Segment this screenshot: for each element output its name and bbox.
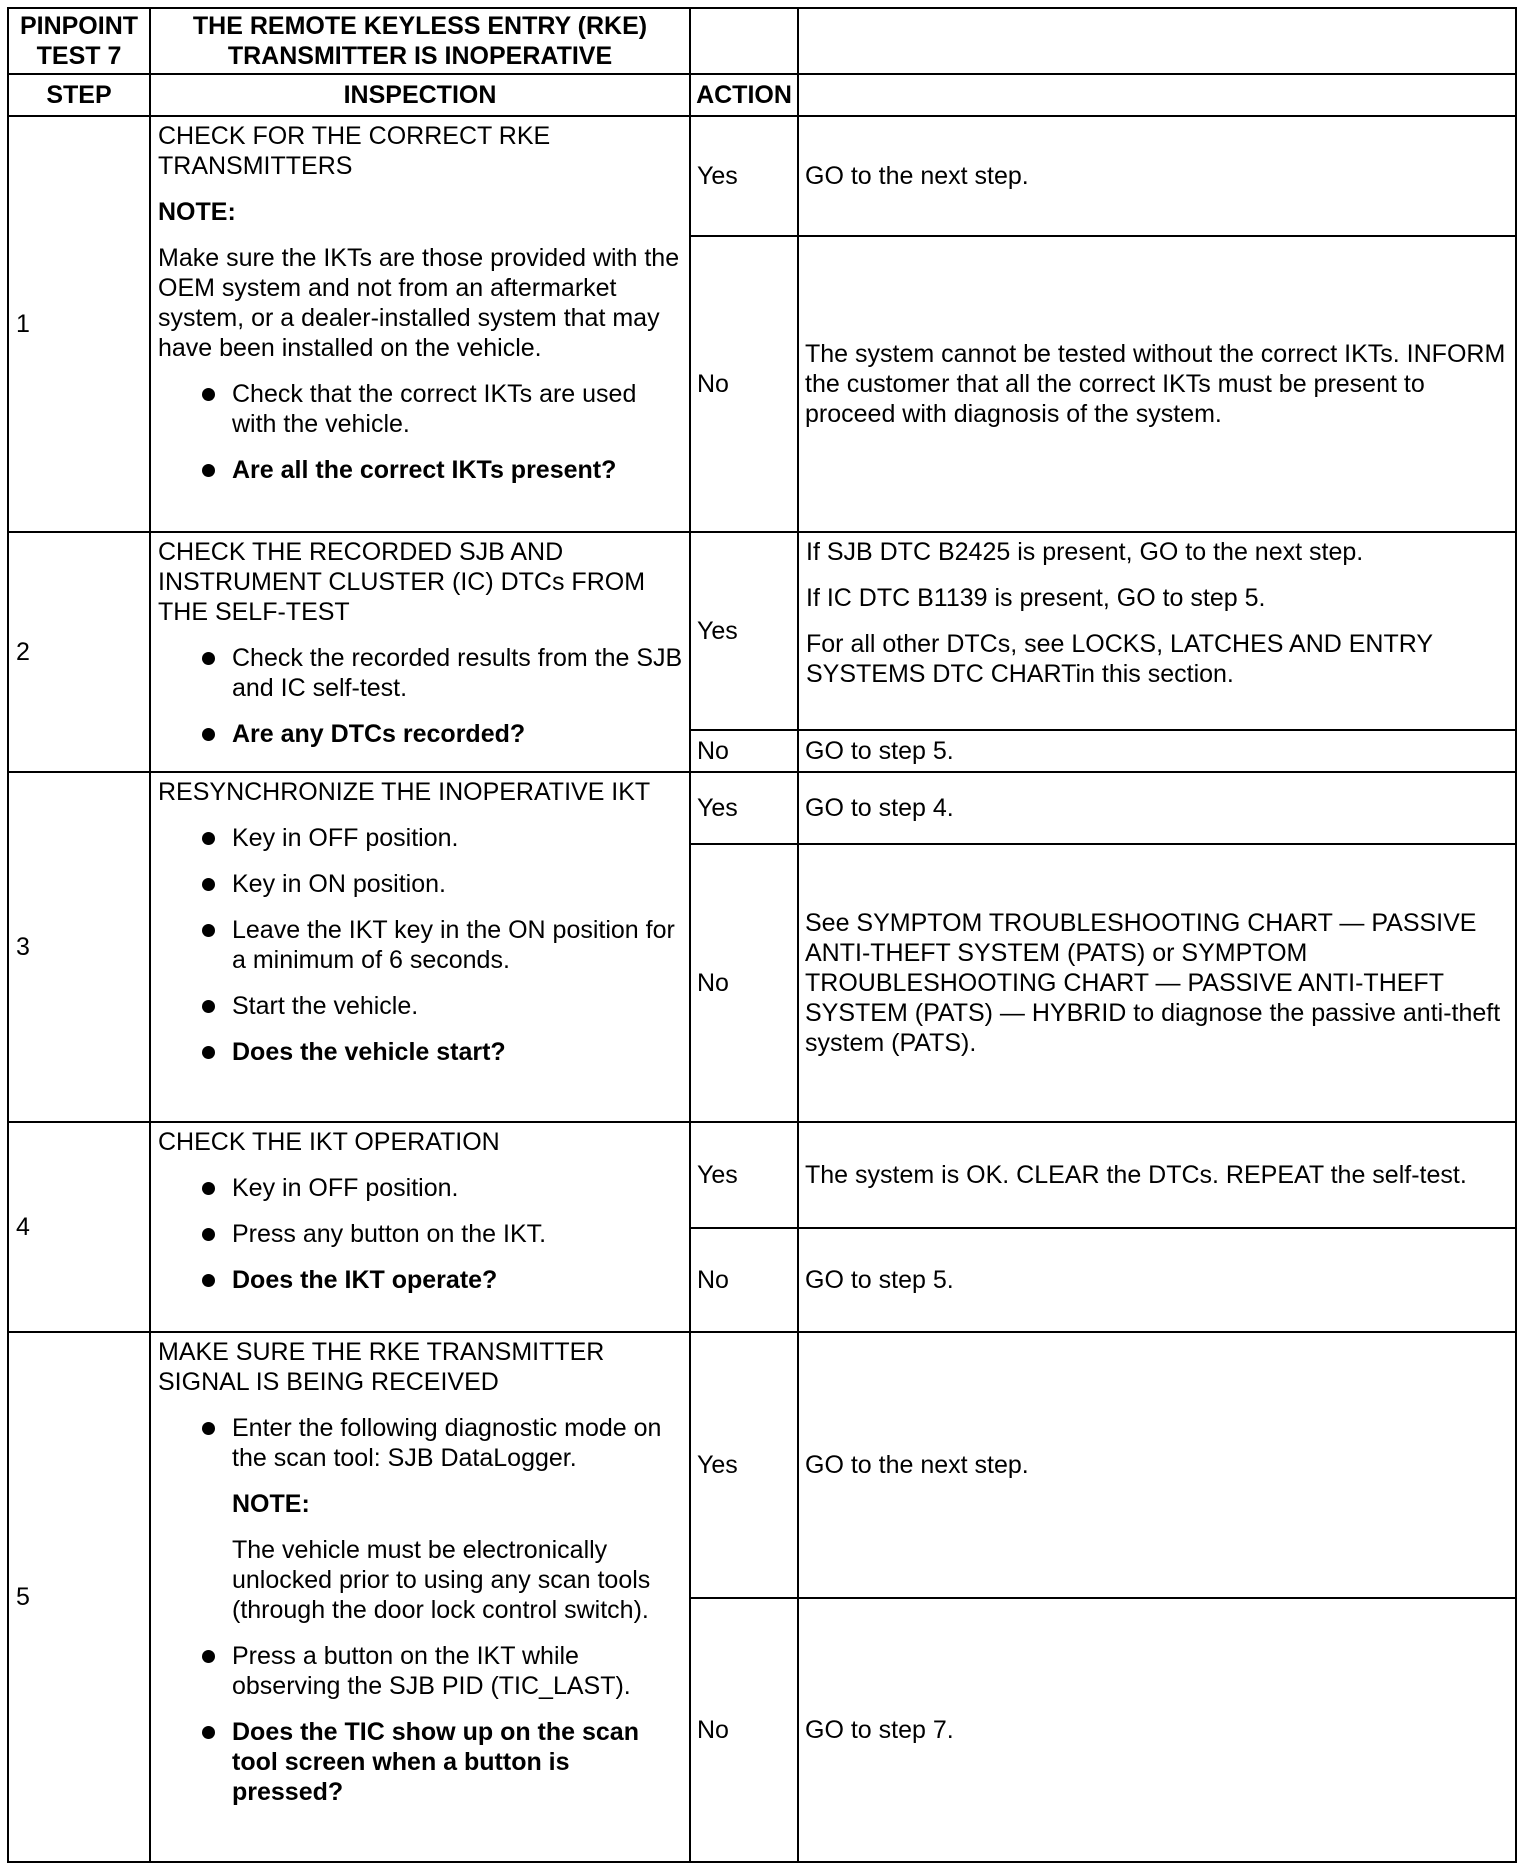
step-question: Does the TIC show up on the scan tool screen when a button is pressed? bbox=[158, 1717, 685, 1807]
yes-action: GO to the next step. bbox=[798, 1332, 1516, 1598]
header-empty-cell bbox=[690, 8, 798, 74]
bullet-item: Key in ON position. bbox=[158, 869, 685, 899]
bullet-icon bbox=[202, 1422, 215, 1435]
step-1-yes-row bbox=[8, 116, 1516, 236]
inspection-column-header: INSPECTION bbox=[150, 74, 690, 116]
no-action: GO to step 5. bbox=[798, 1228, 1516, 1332]
bullet-item: Key in OFF position. bbox=[158, 823, 685, 853]
bullet-icon bbox=[202, 924, 215, 937]
bullet-icon bbox=[202, 1228, 215, 1241]
bullet-icon bbox=[202, 1182, 215, 1195]
bullet-item: Press a button on the IKT while observing the SJB PID (TIC_LAST). bbox=[158, 1641, 685, 1701]
bullet-icon bbox=[202, 1650, 215, 1663]
bullet-item: Enter the following diagnostic mode on the scan tool: SJB DataLogger. bbox=[158, 1413, 685, 1473]
step-4-yes-row bbox=[8, 1122, 1516, 1228]
yes-action: For all other DTCs, see LOCKS, LATCHES AND ENTRY SYSTEMS DTC CHARTin this section. bbox=[806, 630, 1433, 688]
step-2-yes-row bbox=[8, 532, 1516, 730]
bullet-icon bbox=[202, 832, 215, 845]
no-label: No bbox=[690, 1228, 798, 1332]
step-number: 2 bbox=[8, 532, 150, 772]
bullet-item: Leave the IKT key in the ON position for a minimum of 6 seconds. bbox=[158, 915, 685, 975]
header-empty-cell bbox=[798, 74, 1516, 116]
yes-label: Yes bbox=[690, 772, 798, 844]
bullet-icon bbox=[202, 1274, 215, 1287]
title-row bbox=[8, 8, 1516, 74]
yes-label: Yes bbox=[690, 116, 798, 236]
step-3-yes-row bbox=[8, 772, 1516, 844]
bullet-icon bbox=[202, 1726, 215, 1739]
yes-label: Yes bbox=[690, 1122, 798, 1228]
step-5-inspection bbox=[150, 1332, 690, 1862]
yes-action: If IC DTC B1139 is present, GO to step 5. bbox=[806, 584, 1266, 612]
note-label: NOTE: bbox=[158, 198, 236, 226]
pinpoint-test-table bbox=[7, 7, 1517, 1863]
step-number: 1 bbox=[8, 116, 150, 532]
step-5-yes-row bbox=[8, 1332, 1516, 1598]
action-column-header: ACTION bbox=[690, 74, 798, 116]
yes-action: GO to step 4. bbox=[798, 772, 1516, 844]
bullet-icon bbox=[202, 464, 215, 477]
pinpoint-label: PINPOINT TEST 7 bbox=[8, 8, 150, 74]
no-label: No bbox=[690, 236, 798, 532]
column-header-row bbox=[8, 74, 1516, 116]
step-4-inspection bbox=[150, 1122, 690, 1332]
step-number: 4 bbox=[8, 1122, 150, 1332]
step-heading: RESYNCHRONIZE THE INOPERATIVE IKT bbox=[158, 778, 651, 806]
yes-action: GO to the next step. bbox=[798, 116, 1516, 236]
step-question: Does the IKT operate? bbox=[158, 1265, 685, 1295]
no-label: No bbox=[690, 1598, 798, 1862]
bullet-icon bbox=[202, 878, 215, 891]
yes-label: Yes bbox=[690, 1332, 798, 1598]
yes-action-list bbox=[798, 532, 1516, 730]
note-text: Make sure the IKTs are those provided with the OEM system and not from an aftermarket system, or a dealer-installed system that may have been installed on the vehicle. bbox=[158, 244, 680, 362]
step-question: Are all the correct IKTs present? bbox=[158, 455, 685, 485]
bullet-item: Check the recorded results from the SJB and IC self-test. bbox=[158, 643, 685, 703]
bullet-item: Key in OFF position. bbox=[158, 1173, 685, 1203]
bullet-icon bbox=[202, 1000, 215, 1013]
no-action: GO to step 7. bbox=[798, 1598, 1516, 1862]
step-number: 5 bbox=[8, 1332, 150, 1862]
step-1-inspection bbox=[150, 116, 690, 532]
no-label: No bbox=[690, 844, 798, 1122]
bullet-icon bbox=[202, 388, 215, 401]
yes-label: Yes bbox=[690, 532, 798, 730]
bullet-icon bbox=[202, 652, 215, 665]
bullet-item: Press any button on the IKT. bbox=[158, 1219, 685, 1249]
step-heading: CHECK THE RECORDED SJB AND INSTRUMENT CLUSTER (IC) DTCs FROM THE SELF-TEST bbox=[158, 538, 646, 626]
note-label: NOTE: bbox=[232, 1490, 310, 1518]
test-title: THE REMOTE KEYLESS ENTRY (RKE) TRANSMITTER IS INOPERATIVE bbox=[150, 8, 690, 74]
no-action: GO to step 5. bbox=[798, 730, 1516, 772]
step-question: Does the vehicle start? bbox=[158, 1037, 685, 1067]
step-heading: MAKE SURE THE RKE TRANSMITTER SIGNAL IS BEING RECEIVED bbox=[158, 1338, 605, 1396]
yes-action: The system is OK. CLEAR the DTCs. REPEAT the self-test. bbox=[798, 1122, 1516, 1228]
no-action: The system cannot be tested without the correct IKTs. INFORM the customer that all the correct IKTs must be present to proceed with diagnosis of the system. bbox=[798, 236, 1516, 532]
bullet-icon bbox=[202, 1046, 215, 1059]
step-heading: CHECK THE IKT OPERATION bbox=[158, 1128, 500, 1156]
step-column-header: STEP bbox=[8, 74, 150, 116]
yes-action: If SJB DTC B2425 is present, GO to the next step. bbox=[806, 538, 1364, 566]
step-number: 3 bbox=[8, 772, 150, 1122]
step-heading: CHECK FOR THE CORRECT RKE TRANSMITTERS bbox=[158, 122, 551, 180]
note-text: The vehicle must be electronically unlocked prior to using any scan tools (through the door lock control switch). bbox=[232, 1536, 651, 1624]
bullet-icon bbox=[202, 728, 215, 741]
step-3-inspection bbox=[150, 772, 690, 1122]
bullet-item: Check that the correct IKTs are used with the vehicle. bbox=[158, 379, 685, 439]
no-label: No bbox=[690, 730, 798, 772]
no-action: See SYMPTOM TROUBLESHOOTING CHART — PASSIVE ANTI-THEFT SYSTEM (PATS) or SYMPTOM TROUBLESHOOTING CHART — PASSIVE ANTI-THEFT SYSTEM (PATS) — HYBRID to diagnose the passive anti-theft system (PATS). bbox=[798, 844, 1516, 1122]
bullet-item: Start the vehicle. bbox=[158, 991, 685, 1021]
step-2-inspection bbox=[150, 532, 690, 772]
step-question: Are any DTCs recorded? bbox=[158, 719, 685, 749]
header-empty-cell bbox=[798, 8, 1516, 74]
